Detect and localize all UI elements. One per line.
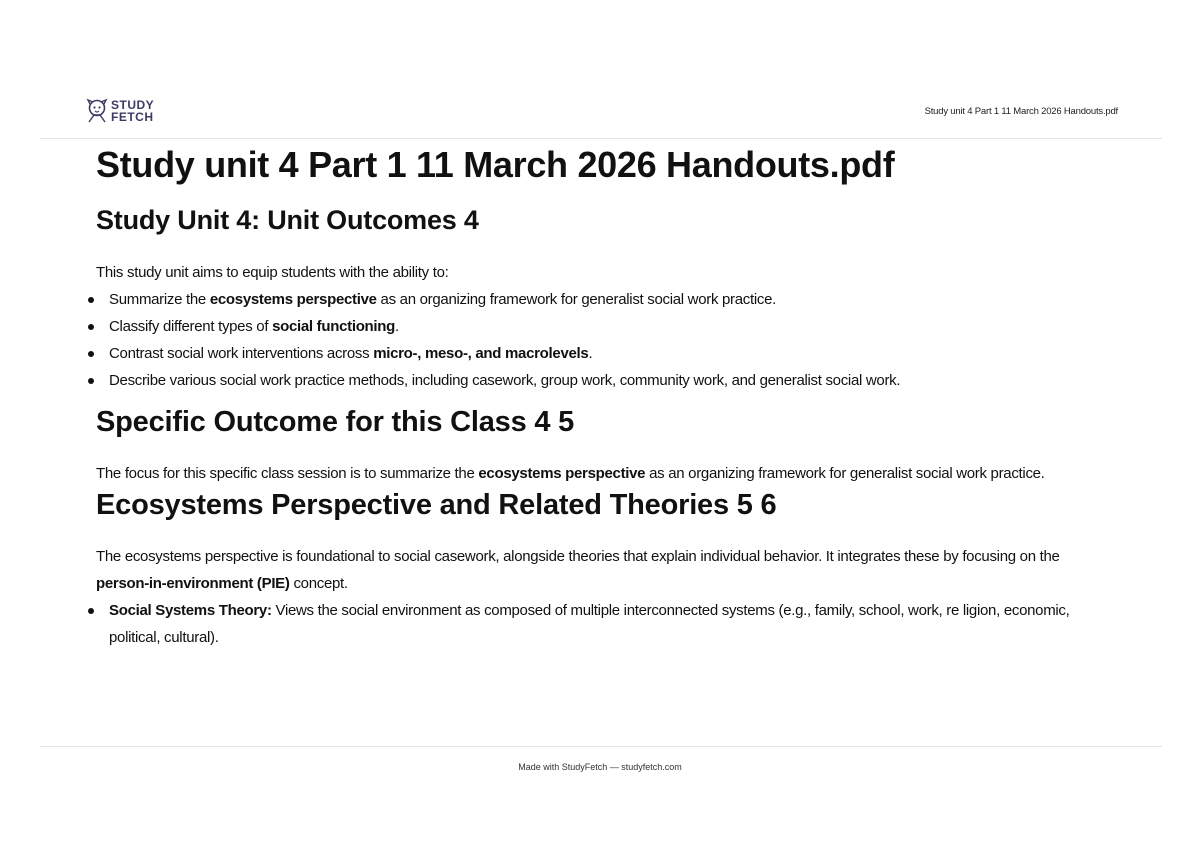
list-item <box>96 286 1106 313</box>
list-item <box>96 340 1106 367</box>
studyfetch-logo[interactable] <box>86 98 154 124</box>
text: . <box>588 345 593 362</box>
section-heading-ecosystems: Ecosystems Perspective and Related Theories 5 6 <box>96 489 777 521</box>
section-heading-unit-outcomes: Study Unit 4: Unit Outcomes 4 <box>96 205 479 235</box>
text: Views the social environment as composed of multiple interconnected systems (e.g., family, school, work, re ligion, economic, political, cultural). <box>109 602 1070 646</box>
text: Classify different types of <box>109 318 273 335</box>
text: The focus for this specific class session is to summarize the <box>96 465 479 482</box>
text: as an organizing framework for generalist social work practice. <box>645 465 1045 482</box>
text: as an organizing framework for generalist social work practice. <box>376 291 777 308</box>
text: . <box>395 318 399 335</box>
unit-outcomes-intro: This study unit aims to equip students with the ability to: <box>96 264 449 281</box>
bold-term: person-in-environment (PIE) <box>96 575 290 592</box>
specific-outcome-paragraph <box>96 460 1106 487</box>
section-heading-specific-outcome: Specific Outcome for this Class 4 5 <box>96 406 575 438</box>
header-divider <box>40 138 1162 139</box>
logo-text-fetch: FETCH <box>111 110 154 124</box>
document-title: Study unit 4 Part 1 11 March 2026 Handouts.pdf <box>96 144 895 185</box>
bold-term: ecosystems perspective <box>478 465 646 482</box>
unit-outcomes-list <box>96 286 1106 394</box>
ecosystems-paragraph <box>96 543 1106 597</box>
list-item <box>96 367 1106 394</box>
theories-list <box>96 597 1106 651</box>
bullet-icon <box>88 608 94 614</box>
logo-text-study: STUDY <box>111 98 155 112</box>
text: Summarize the <box>109 291 210 308</box>
bold-term: social functioning <box>272 318 396 335</box>
bold-term: Social Systems Theory: <box>109 602 272 619</box>
list-item <box>96 313 1106 340</box>
list-item <box>96 597 1106 651</box>
dog-mascot-icon <box>86 98 108 124</box>
header-document-name: Study unit 4 Part 1 11 March 2026 Handouts.pdf <box>924 106 1118 117</box>
bullet-icon <box>88 297 94 303</box>
text: Describe various social work practice methods, including casework, group work, community work, and generalist social work. <box>109 372 901 389</box>
bold-term: ecosystems perspective <box>209 291 377 308</box>
text: concept. <box>289 575 348 592</box>
page-header <box>0 0 1200 139</box>
bold-term: micro-, meso-, and macrolevels <box>373 345 589 362</box>
text: The ecosystems perspective is foundational to social casework, alongside theories that explain individual behavior. It integrates these by focusing on the <box>96 548 1060 565</box>
text: Contrast social work interventions across <box>109 345 374 362</box>
bullet-icon <box>88 351 94 357</box>
bullet-icon <box>88 378 94 384</box>
footer-credit[interactable]: Made with StudyFetch — studyfetch.com <box>518 762 682 772</box>
bullet-icon <box>88 324 94 330</box>
footer-divider <box>40 746 1162 747</box>
document-content <box>96 143 1106 651</box>
